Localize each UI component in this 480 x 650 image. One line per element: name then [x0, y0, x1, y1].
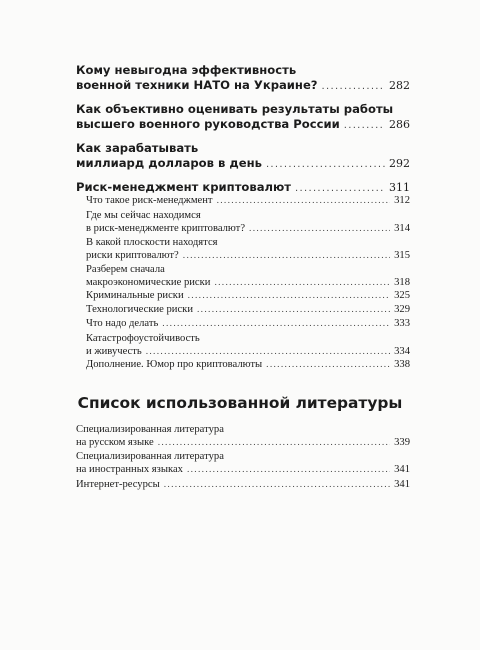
toc-chapter[interactable] — [76, 180, 410, 196]
toc-line — [86, 223, 410, 236]
bibliography-item[interactable] — [76, 424, 410, 449]
toc-page-number: 333 — [394, 318, 410, 329]
toc-subsection[interactable] — [86, 359, 410, 372]
dot-leader — [162, 318, 390, 331]
bibliography-item-title: Интернет-ресурсы — [76, 479, 160, 490]
dot-leader — [249, 223, 390, 236]
dot-leader — [266, 157, 385, 172]
toc-page-number: 334 — [394, 345, 410, 357]
dot-leader — [183, 250, 390, 263]
toc-line — [76, 451, 410, 464]
toc-subsection[interactable] — [86, 195, 410, 208]
toc-page-number: 314 — [394, 222, 410, 234]
toc-subsection-title: Технологические риски — [86, 304, 193, 315]
dot-leader — [187, 464, 390, 477]
bibliography-item[interactable] — [76, 451, 410, 476]
dot-leader — [197, 304, 390, 317]
bibliography-item[interactable] — [76, 479, 410, 492]
toc-page-number: 341 — [394, 479, 410, 490]
toc-subsection-title: В какой плоскости находятся — [86, 237, 218, 248]
bibliography-item-title: на иностранных языках — [76, 463, 183, 475]
dot-leader — [295, 181, 385, 196]
dot-leader — [158, 437, 390, 450]
toc-chapter-title: военной техники НАТО на Украине? — [76, 78, 318, 92]
toc-subsection-title: и живучесть — [86, 345, 142, 357]
toc-subsection-title: Разберем сначала — [86, 264, 165, 275]
toc-line — [76, 180, 410, 196]
dot-leader — [188, 290, 390, 303]
dot-leader — [266, 359, 390, 372]
toc-chapter-title: Кому невыгодна эффективность — [76, 63, 297, 77]
toc-line — [86, 264, 410, 277]
toc-chapter-title: Риск-менеджмент криптовалют — [76, 180, 292, 194]
dot-leader — [146, 346, 390, 359]
toc-page-number: 311 — [389, 181, 410, 194]
toc-chapter-title: Как зарабатывать — [76, 141, 199, 155]
toc-subsection-title: Катастрофоустойчивость — [86, 333, 200, 344]
toc-subsection-title: Дополнение. Юмор про криптовалюты — [86, 359, 263, 370]
toc-page-number: 282 — [389, 79, 410, 92]
toc-chapter-title: Как объективно оценивать результаты работы — [76, 102, 394, 116]
toc-subsection-title: Что такое риск-менеджмент — [86, 195, 213, 206]
toc-line — [76, 141, 410, 156]
toc-chapter[interactable] — [76, 141, 410, 172]
toc-subsection[interactable] — [86, 290, 410, 303]
toc-page-number: 329 — [394, 304, 410, 315]
toc-subsection-title: макроэкономические риски — [86, 276, 211, 288]
toc-line — [86, 250, 410, 263]
toc-line — [76, 117, 410, 133]
toc-page-number: 318 — [394, 276, 410, 288]
toc-page-number: 325 — [394, 290, 410, 301]
toc-line — [76, 479, 410, 492]
dot-leader — [322, 79, 385, 94]
toc-subsection[interactable] — [86, 264, 410, 289]
toc-page-number: 286 — [389, 118, 410, 131]
toc-line — [76, 464, 410, 477]
toc-page-number: 312 — [394, 195, 410, 206]
dot-leader — [214, 277, 390, 290]
toc-line — [76, 156, 410, 172]
toc-line — [86, 237, 410, 250]
toc-page-number: 338 — [394, 359, 410, 370]
toc-line — [86, 346, 410, 359]
dot-leader — [164, 479, 390, 492]
toc-subsection[interactable] — [86, 210, 410, 235]
toc-chapter[interactable] — [76, 102, 410, 133]
toc-subsection-title: риски криптовалют? — [86, 249, 179, 261]
dot-leader — [344, 118, 385, 133]
toc-line — [76, 63, 410, 78]
toc-chapter[interactable] — [76, 63, 410, 94]
toc-chapter-title: высшего военного руководства России — [76, 117, 340, 131]
toc-line — [76, 78, 410, 94]
toc-line — [76, 424, 410, 437]
dot-leader — [217, 195, 391, 208]
toc-line — [86, 318, 410, 331]
toc-line — [86, 333, 410, 346]
toc-page-number: 292 — [389, 157, 410, 170]
toc-subsection-title: Что надо делать — [86, 318, 159, 329]
toc-line — [86, 277, 410, 290]
bibliography-item-title: Специализированная литература — [76, 451, 224, 462]
toc-line — [86, 290, 410, 303]
toc-line — [86, 210, 410, 223]
toc-subsection[interactable] — [86, 304, 410, 317]
toc-line — [86, 195, 410, 208]
toc-page-number: 315 — [394, 249, 410, 261]
toc-page-number: 341 — [394, 463, 410, 475]
bibliography-item-title: на русском языке — [76, 436, 154, 448]
toc-subsection[interactable] — [86, 318, 410, 331]
toc-subsection[interactable] — [86, 237, 410, 262]
toc-line — [86, 359, 410, 372]
bibliography-item-title: Специализированная литература — [76, 424, 224, 435]
toc-subsection[interactable] — [86, 333, 410, 358]
toc-line — [86, 304, 410, 317]
toc-chapter-title: миллиард долларов в день — [76, 156, 262, 170]
toc-line — [76, 437, 410, 450]
toc-subsection-title: Где мы сейчас находимся — [86, 210, 201, 221]
toc-line — [76, 102, 410, 117]
bibliography-title: Список использованной литературы — [77, 394, 403, 412]
toc-subsection-title: Криминальные риски — [86, 290, 184, 301]
toc-page-number: 339 — [394, 436, 410, 448]
toc-subsection-title: в риск-менеджменте криптовалют? — [86, 222, 246, 234]
